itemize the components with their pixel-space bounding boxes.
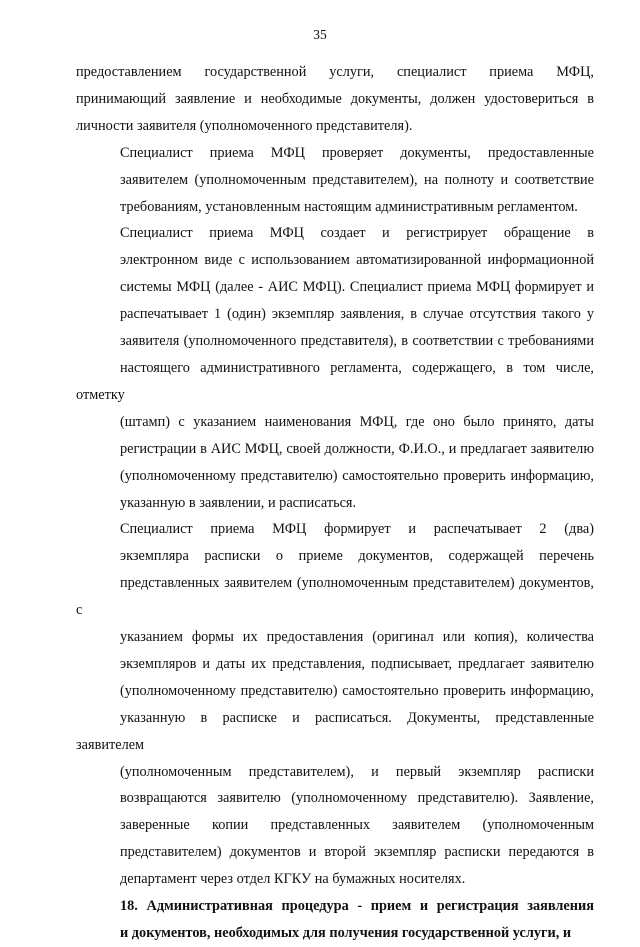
text-line: системы МФЦ (далее - АИС МФЦ). Специалист приема МФЦ формирует и — [120, 279, 594, 296]
text-line: (уполномоченному представителю) самостоятельно проверить информацию, — [120, 467, 594, 484]
paragraph — [76, 516, 594, 893]
text-line: указанием формы их предоставления (оригинал или копия), количества — [120, 629, 594, 646]
text-line: указанную в заявлении, и расписаться. — [120, 494, 357, 511]
text-line: регистрации в АИС МФЦ, своей должности, Ф.И.О., и предлагает заявителю — [120, 440, 594, 457]
text-line: Специалист приема МФЦ проверяет документы, предоставленные — [120, 144, 594, 161]
text-line: заверенные копии представленных заявителем (уполномоченным — [120, 817, 594, 834]
text-line: департамент через отдел КГКУ на бумажных носителях. — [120, 871, 466, 888]
text-line: заявителем (уполномоченным представителем), на полноту и соответствие — [120, 171, 594, 188]
text-line: принимающий заявление и необходимые документы, должен удостовериться в — [76, 90, 594, 107]
section-heading — [76, 893, 594, 947]
text-line: личности заявителя (уполномоченного представителя). — [76, 117, 413, 134]
text-line: настоящего административного регламента, содержащего, в том числе, отметку — [76, 359, 594, 403]
text-line: (уполномоченным представителем), и первый экземпляр расписки — [120, 763, 594, 780]
text-line: (уполномоченному представителю) самостоятельно проверить информацию, — [120, 682, 594, 699]
paragraph — [76, 220, 594, 516]
text-line: указанную в расписке и расписаться. Документы, представленные заявителем — [76, 709, 594, 753]
text-line: Специалист приема МФЦ формирует и распечатывает 2 (два) — [120, 521, 594, 538]
text-line: возвращаются заявителю (уполномоченному представителю). Заявление, — [120, 790, 594, 807]
text-line: электронном виде с использованием автоматизированной информационной — [120, 252, 594, 269]
page-number: 35 — [313, 27, 327, 42]
text-line: распечатывает 1 (один) экземпляр заявления, в случае отсутствия такого у — [120, 306, 594, 323]
paragraph — [76, 140, 594, 221]
text-line: и документов, необходимых для получения государственной услуги, и — [120, 925, 572, 941]
text-line: представленных заявителем (уполномоченным представителем) документов, с — [76, 575, 594, 619]
text-line: (штамп) с указанием наименования МФЦ, где оно было принято, даты — [120, 413, 594, 430]
text-line: требованиям, установленным настоящим административным регламентом. — [120, 198, 578, 215]
paragraph — [76, 59, 594, 140]
text-line: предоставлением государственной услуги, специалист приема МФЦ, — [76, 64, 594, 80]
text-line: Специалист приема МФЦ создает и регистрирует обращение в — [120, 225, 594, 242]
text-line: экземпляра расписки о приеме документов, содержащей перечень — [120, 548, 594, 565]
text-line: заявителя (уполномоченного представителя), в соответствии с требованиями — [120, 333, 594, 350]
document-body — [76, 59, 594, 947]
text-line: 18. Административная процедура - прием и регистрация заявления — [120, 898, 594, 915]
text-line: экземпляров и даты их представления, подписывает, предлагает заявителю — [120, 655, 594, 672]
text-line: представителем) документов и второй экземпляр расписки передаются в — [120, 844, 594, 861]
